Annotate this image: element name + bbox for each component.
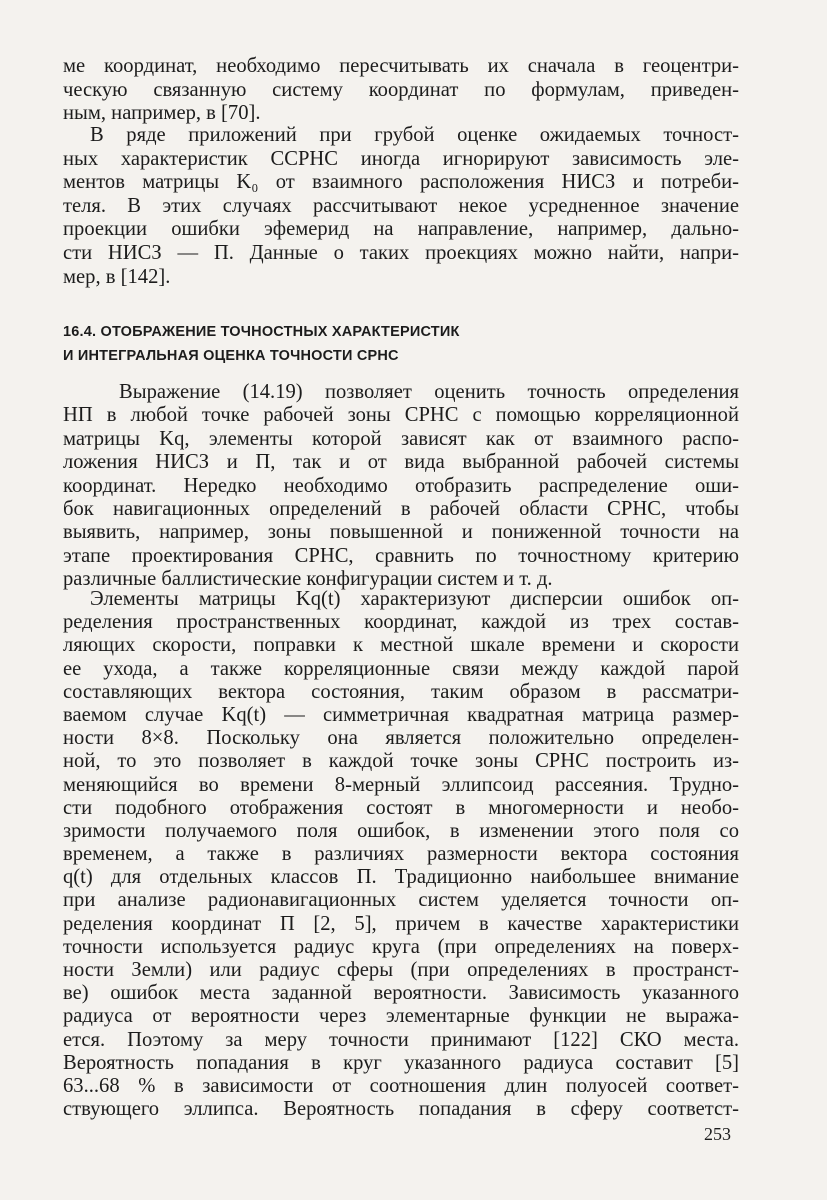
paragraph-expression: [63, 381, 739, 592]
text-line: ности Земли) или радиус сферы (при определениях в пространст-: [63, 959, 739, 981]
text-line: проекции ошибки эфемерид на направление, например, дально-: [63, 218, 739, 241]
text-line: ных характеристик ССРНС иногда игнорируют зависимость эле-: [63, 147, 739, 170]
text-line: матрицы Kq, элементы которой зависят как от взаимного распо-: [63, 427, 739, 450]
text-line: ее ухода, а также корреляционные связи между каждой парой: [63, 657, 739, 680]
text-line: теля. В этих случаях рассчитывают некое усредненное значение: [63, 194, 739, 217]
text-line: ется. Поэтому за меру точности принимают [122] СКО места.: [63, 1028, 739, 1051]
text-line: Вероятность попадания в круг указанного радиуса составит [5]: [63, 1051, 739, 1074]
text-line: ческую связанную систему координат по формулам, приведен-: [63, 78, 739, 101]
text-line: 63...68 % в зависимости от соотношения длин полуосей соответ-: [63, 1074, 739, 1097]
text-line: ме координат, необходимо пересчитывать их сначала в геоцентри-: [63, 55, 739, 77]
section-heading: [63, 320, 739, 368]
text-line: ным, например, в [70].: [63, 102, 261, 125]
text-line: q(t) для отдельных классов П. Традиционно наибольшее внимание: [63, 866, 739, 889]
text-line: точности используется радиус круга (при определениях на поверх-: [63, 935, 739, 958]
text-line: временем, а также в различиях размерности вектора состояния: [63, 843, 739, 866]
text-line: ределения пространственных координат, каждой из трех состав-: [63, 611, 739, 634]
text-line: ности 8×8. Поскольку она является положительно определен-: [63, 727, 739, 750]
paragraph-continuation: [63, 55, 739, 126]
section-heading-line-2: И ИНТЕГРАЛЬНАЯ ОЦЕНКА ТОЧНОСТИ СРНС: [63, 348, 399, 364]
text-line: НП в любой точке рабочей зоны СРНС с помощью корреляционной: [63, 404, 739, 427]
text-line: при анализе радионавигационных систем уделяется точности оп-: [63, 889, 739, 912]
page-number: 253: [704, 1124, 731, 1144]
text-line: ной, то это позволяет в каждой точке зоны СРНС построить из-: [63, 750, 739, 773]
text-line: различные баллистические конфигурации систем и т. д.: [63, 568, 553, 591]
paragraph-coarse-estimation: [63, 124, 739, 289]
text-line: ложения НИСЗ и П, так и от вида выбранной рабочей системы: [63, 451, 739, 474]
text-line: В ряде приложений при грубой оценке ожидаемых точност-: [90, 124, 739, 146]
text-line: мер, в [142].: [63, 265, 171, 288]
text-line: бок навигационных определений в рабочей области СРНС, чтобы: [63, 497, 739, 520]
text-line: ствующего эллипса. Вероятность попадания в сферу соответст-: [63, 1098, 739, 1121]
text-line: зримости получаемого поля ошибок, в изменении этого поля со: [63, 819, 739, 842]
text-line: ределения координат П [2, 5], причем в качестве характеристики: [63, 912, 739, 935]
text-line: координат. Нередко необходимо отобразить распределение оши-: [63, 474, 739, 497]
text-line: ве) ошибок места заданной вероятности. Зависимость указанного: [63, 982, 739, 1005]
text-line: этапе проектирования СРНС, сравнить по точностному критерию: [63, 544, 739, 567]
text-line: сти НИСЗ — П. Данные о таких проекциях можно найти, напри-: [63, 241, 739, 264]
text-line: Элементы матрицы Kq(t) характеризуют дисперсии ошибок оп-: [90, 588, 739, 610]
text-line: сти подобного отображения состоят в многомерности и необо-: [63, 796, 739, 819]
text-line: составляющих вектора состояния, таким образом в рассматри-: [63, 680, 739, 703]
text-line: ляющих скорости, поправки к местной шкале времени и скорости: [63, 634, 739, 657]
section-heading-line-1: 16.4. ОТОБРАЖЕНИЕ ТОЧНОСТНЫХ ХАРАКТЕРИСТИК: [63, 324, 460, 340]
paragraph-matrix-elements: [63, 588, 739, 1121]
text-line: выявить, например, зоны повышенной и пониженной точности на: [63, 521, 739, 544]
text-line: ментов матрицы K₀ от взаимного расположения НИСЗ и потреби-: [63, 171, 739, 194]
text-line: меняющийся во времени 8-мерный эллипсоид рассеяния. Трудно-: [63, 773, 739, 796]
text-line: Выражение (14.19) позволяет оценить точность определения: [119, 381, 739, 403]
text-line: радиуса от вероятности через элементарные функции не выража-: [63, 1005, 739, 1028]
text-line: ваемом случае Kq(t) — симметричная квадратная матрица размер-: [63, 703, 739, 726]
